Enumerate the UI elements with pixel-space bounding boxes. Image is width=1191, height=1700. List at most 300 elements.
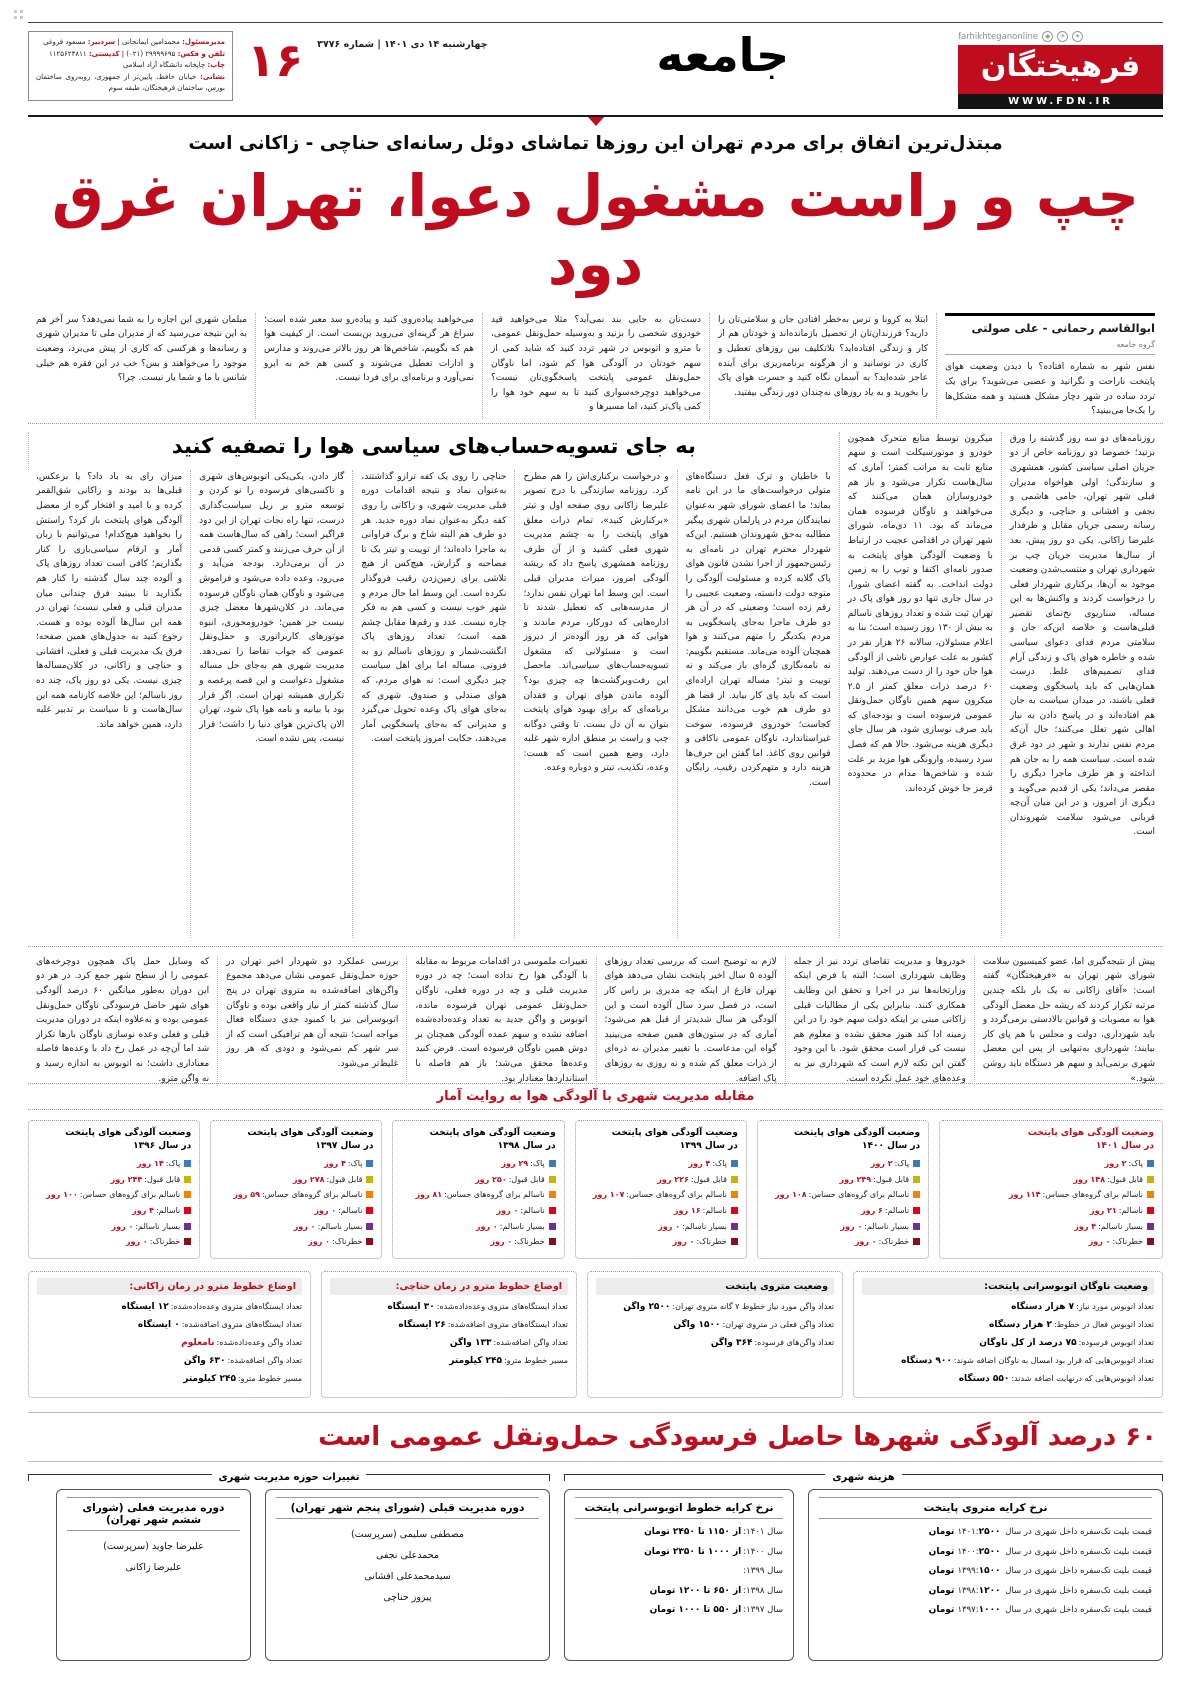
fare-row bbox=[819, 1585, 1152, 1599]
stat-value: ۴ روز bbox=[1074, 1221, 1097, 1231]
metro-status-box bbox=[587, 1271, 843, 1398]
color-square bbox=[731, 1223, 738, 1230]
fare-value: ۲۵۰۰ تومان bbox=[928, 1527, 1001, 1538]
stat-row bbox=[948, 1236, 1154, 1247]
intro-column: دست‌تان به جایی بند نمی‌آ‌ید؟ مثلا می‌خواهید قید خودروی شخصی را بزنید و به‌وسیله حمل‌ونقل عمومی، با مترو و اتوبوس در شهر تردد کنید که شاید کمی از سهم خودتان در آلودگی هوا کم شود، اما ناوگان حمل‌ونقل عمومی پایتخت پاسخگوی‌تان نیست؟ می‌خواهید دوچرخه‌سواری کنید تا به سهم خود هوا را کمی پاک‌تر کنید، اما مسیرها و bbox=[482, 313, 709, 419]
transport-value: ۷۵ درصد از کل ناوگان bbox=[979, 1338, 1077, 1349]
transport-label: تعداد واگن‌های فرسوده: bbox=[754, 1338, 835, 1348]
masthead-print-label: چاپ: bbox=[207, 61, 225, 70]
transport-row bbox=[37, 1355, 302, 1369]
transport-value: ۲۴۵ کیلومتر bbox=[449, 1356, 502, 1367]
fare-label: قیمت بلیت تک‌سفره داخل شهری در سال ۱۳۹۷: bbox=[957, 1605, 1152, 1616]
stat-value: ۱۴ روز bbox=[136, 1158, 164, 1168]
body-column: میزان رای به باد داد؟ یا برعکس، قبلی‌ها بد بودند و زاکانی شق‌القمر کرده و با امید و افتخار گره از معضل آلودگی هوای پایتخت باز کرد؟ راستش را بخواهید هیچ‌کدام! می‌توانیم با زبان آمار و ارقام سیاسی‌بازی را کنار بگذاریم؛ کافی است تعداد روزهای پاک و آلوده چند سال گذشته را کنار هم بگذارید تا ببینید فرق چندانی میان مدیران قبلی و فعلی نیست؛ تهران در همه این سال‌ها آلوده بوده و هست. رجوع کنید به جدول‌های همین صفحه؛ فرق یک مدیریت قبلی و فعلی، افشانی و حناچی و زاکانی، در کلان‌مساله‌ها چیزی نیست. یکی دو روز پاک، چند ده روز ناسالم؛ این خلاصه کارنامه همه این سال‌هاست و تا سیاست بر تدبیر غلبه دارد، همین خواهد ماند. bbox=[36, 471, 183, 730]
stat-value: ۴ روز bbox=[132, 1206, 154, 1216]
stat-label: پاک: bbox=[894, 1158, 910, 1168]
stat-value: ۰ روز bbox=[111, 1221, 134, 1231]
fare-value: ۱۵۰۰ تومان bbox=[928, 1566, 1001, 1577]
section-divider bbox=[28, 423, 1163, 424]
fare-row bbox=[819, 1546, 1152, 1560]
stat-label: ناسالم برای گروه‌های حساس: bbox=[808, 1190, 910, 1200]
stat-label: قابل قبول: bbox=[326, 1174, 363, 1184]
fare-label: سال ۱۴۰۱: bbox=[743, 1527, 783, 1538]
previous-management-box bbox=[265, 1489, 550, 1661]
body-column: خودروها و مدیریت تقاضای تردد نیز از جمله وظایف شهرداری است؛ البته با فرض اینکه وزارتخانه‌ها نیز در اجرا و تحقق این وظایف همکاری کنند. بنابراین یکی از مطالبات قبلی زاکانی مبنی بر اینکه دولت سهم خود را در این زمینه ادا کند هنوز محقق نشده و معلوم هم نیست کی قرار است محقق شود. با این وجود گفتن این نکته لازم است که شهرداری نیز به وعده‌های خود عمل نکرده است. bbox=[785, 955, 974, 1086]
stat-label: قابل قبول: bbox=[1107, 1174, 1143, 1184]
byline-authors: ابوالقاسم رحمانی - علی صولتی bbox=[971, 320, 1155, 335]
fare-value: ۱۲۰۰ تومان bbox=[928, 1585, 1001, 1596]
stat-row bbox=[401, 1189, 555, 1200]
color-square bbox=[184, 1160, 191, 1167]
bus-fleet-box bbox=[853, 1271, 1163, 1398]
stat-row bbox=[219, 1158, 373, 1169]
color-square bbox=[549, 1223, 556, 1230]
transport-row bbox=[862, 1373, 1154, 1387]
stat-value: ۵۹ روز bbox=[233, 1190, 260, 1200]
body-column: میکرون توسط منابع متحرک همچون خودرو و موتورسیکلت است و سهم منابع ثابت به مراتب کمتر؛ آماری که سال‌هاست تکرار می‌شود و باز هم خودروسازان همان می‌کنند که می‌خواهند و ناوگان فرسوده همان می‌ماند که بود. ۱۱ دی‌ماه، شورای شهر تهران در اقدامی عجیب در ارتباط با وضعیت آلودگی هوای پایتخت به صدور نامه‌ای اکتفا و توپ را به زمین دولت انداخت. به گفته اعضای شورا، در سال جاری تنها دو روز هوای پاک در تهران ثبت شده و تعداد روزهای ناسالم به بیش از ۱۳۰ روز رسیده است؛ بنا به اعلام مسئولان، سالانه ۲۶ هزار نفر در کشور به علت عوارض ناشی از آلودگی هوا جان خود را از دست می‌دهند. تولید ۶۰ درصد ذرات معلق کمتر از ۲.۵ میکرون سهم همین ناوگان حمل‌ونقل عمومی فرسوده است و بودجه‌ای که باید صرف نوسازی شود، هر سال جای دیگری هزینه می‌شود. حالا هم که فصل سرد رسیده، وارونگی هوا مزید بر علت شده و شاخص‌ها مدام در محدوده قرمز جا خوش کرده‌اند. bbox=[839, 432, 1001, 938]
manager-name: مصطفی سلیمی (سرپرست) bbox=[350, 1529, 465, 1541]
stat-label: ناسالم برای گروه‌های حساس: bbox=[444, 1190, 545, 1200]
transport-row bbox=[37, 1319, 302, 1333]
body-column: گاز دادن، یکی‌یکی اتوبوس‌های شهری و تاکسی‌های فرسوده را نو کردن و توسعه مترو بر ریل سیاست‌گذاری درست، تنها راه نجات تهران از این دود فراگیر است؛ راهی که سال‌هاست همه از آن حرف می‌زنند و کمتر کسی قدمی در آن برمی‌دارد. بودجه می‌آید و می‌رود، وعده داده می‌شود و فراموش می‌شود و ناوگان همان ناوگان فرسوده می‌ماند. در کلان‌شهرها معضل چیزی نیست جز همین؛ خودرومحوری، انبوه موتورهای کاربراتوری و حمل‌ونقل عمومی که جواب تقاضا را نمی‌دهد. مدیریت شهری هم به‌جای حل مساله مشغول دعواست و این قصه پرغصه و تکراری همیشه تهران است. اگر قرار بود با بیانیه و نامه هوا پاک شود، تهران الان پاک‌ترین هوای دنیا را داشت؛ قرار نیست، پس نشده است. bbox=[190, 470, 352, 938]
instagram-icon: ◉ bbox=[1042, 31, 1053, 42]
masthead-postal: ۱۱۲۵۶۲۳۸۱۱ bbox=[49, 49, 87, 58]
stat-label: پاک: bbox=[712, 1158, 727, 1168]
stat-row bbox=[584, 1221, 738, 1232]
intro-band bbox=[28, 313, 1163, 415]
color-square bbox=[366, 1176, 373, 1183]
fare-label: قیمت بلیت تک‌سفره داخل شهری در سال ۱۴۰۱: bbox=[957, 1527, 1152, 1538]
stat-value: ۱۰۸ روز bbox=[775, 1190, 807, 1200]
stat-row bbox=[219, 1205, 373, 1216]
transport-value: ۳۰ ایستگاه bbox=[387, 1302, 435, 1313]
fare-box-title: نرخ کرایه متروی پایتخت bbox=[819, 1497, 1152, 1519]
transport-row bbox=[596, 1301, 834, 1315]
kicker: مبتذل‌ترین اتفاق برای مردم تهران این روزها تماشای دوئل رسانه‌ای حناچی - زاکانی است bbox=[188, 133, 1003, 154]
masthead-print: چاپخانه دانشگاه آزاد اسلامی bbox=[122, 61, 206, 70]
masthead-editor-label: سردبیر: bbox=[87, 38, 116, 46]
transport-value: ۱۲ ایستگاه bbox=[121, 1302, 169, 1313]
air-quality-stats-grid bbox=[28, 1120, 1163, 1259]
stat-row bbox=[584, 1205, 738, 1216]
bus-fare-box bbox=[564, 1489, 794, 1661]
transport-label: تعداد واگن اضافه‌شده: bbox=[493, 1338, 569, 1348]
manager-name: سیدمحمدعلی افشانی bbox=[364, 1571, 451, 1583]
fare-row bbox=[819, 1526, 1152, 1540]
telegram-icon: ✈ bbox=[1057, 31, 1068, 42]
stat-title-prefix: وضعیت آلودگی هوای پایتخت bbox=[1027, 1127, 1154, 1138]
stat-value: ۰ روز bbox=[475, 1221, 498, 1231]
stat-label: ناسالم برای گروه‌های حساس: bbox=[261, 1190, 363, 1200]
stat-label: خطرناک: bbox=[514, 1237, 545, 1247]
stat-row bbox=[948, 1205, 1154, 1216]
transport-row bbox=[862, 1301, 1154, 1315]
stat-row bbox=[766, 1236, 920, 1247]
highlight-banner: ۶۰ درصد آلودگی شهرها حاصل فرسودگی حمل‌ونقل عمومی است bbox=[28, 1412, 1163, 1462]
color-square bbox=[731, 1176, 738, 1183]
stat-box-title bbox=[766, 1127, 920, 1153]
transport-row bbox=[330, 1319, 568, 1333]
stat-row bbox=[37, 1236, 191, 1247]
color-square bbox=[184, 1223, 191, 1230]
color-square bbox=[731, 1238, 738, 1245]
fare-label: قیمت بلیت تک‌سفره داخل شهری در سال ۱۳۹۸: bbox=[957, 1585, 1152, 1596]
stat-label: قابل قبول: bbox=[873, 1174, 910, 1184]
color-square bbox=[549, 1207, 556, 1214]
newspaper-logo-block bbox=[958, 31, 1163, 109]
stat-label: ناسالم برای گروه‌های حساس: bbox=[626, 1190, 727, 1200]
color-square bbox=[184, 1191, 191, 1198]
stat-row bbox=[766, 1189, 920, 1200]
date-issue-line: چهارشنبه ۱۴ دی ۱۴۰۱ | شماره ۳۷۷۶ bbox=[317, 39, 488, 50]
stat-value: ۲۷۸ روز bbox=[292, 1174, 325, 1184]
page-header bbox=[28, 22, 1163, 109]
transport-value: ۹۰۰ دستگاه bbox=[901, 1356, 952, 1367]
stat-title-prefix: وضعیت آلودگی هوای پایتخت bbox=[247, 1127, 374, 1138]
transport-label: تعداد ایستگاه‌های متروی وعده‌داده‌شده: bbox=[436, 1302, 569, 1312]
stat-label: ناسالم: bbox=[338, 1206, 363, 1216]
lower-band bbox=[28, 955, 1163, 1084]
transport-value: ۱۳۳ واگن bbox=[449, 1338, 492, 1349]
body-column: با خاطیان و ترک فعل دستگاه‌های متولی درخواست‌های ما در این نامه بماند؛ ما اعضای شورای شهر به‌عنوان نمایندگان مردم در پارلمان شهری پیگیر مطالبه به‌حق شهروندان هستیم. این‌که شهردار محترم تهران در نامه‌ای به رئیس‌جمهور از اجرا نشدن قانون هوای پاک گلایه کرده و مسئولیت آلودگی را متوجه دولت دانسته، وضعیت عجیبی را رقم زده است؛ وضعیتی که در آن هر دو طرف ماجرا به‌جای پاسخگویی به مردم یکدیگر را متهم می‌کنند و هوا همچنان آلوده می‌ماند. مستقیم بگوییم: نه نامه‌نگاری گره‌ای باز می‌کند و نه توییت و تیتر؛ مساله تهران اراده‌ای است که باید پای کار بیاید. از قضا هر دو طرف هم خوب می‌دانند مشکل کجاست؛ خودروی فرسوده، سوخت غیراستاندارد، ناوگان عمومی ناکافی و قوانین روی کاغذ. اما گفتن این حرف‌ها هزینه دارد و متهم‌کردن رقیب، رایگان است. bbox=[677, 470, 839, 938]
pollution-year-box bbox=[575, 1120, 747, 1259]
color-square bbox=[1147, 1191, 1154, 1198]
color-square bbox=[549, 1238, 556, 1245]
metro-fare-box bbox=[808, 1489, 1163, 1661]
fare-value: ۲۵۰۰ تومان bbox=[928, 1546, 1001, 1557]
manager-name: محمدعلی نجفی bbox=[376, 1550, 439, 1562]
section-title: جامعه bbox=[656, 28, 790, 82]
stat-label: ناسالم برای گروه‌های حساس: bbox=[79, 1190, 181, 1200]
stat-title-year: در سال ۱۴۰۰ bbox=[862, 1140, 921, 1151]
stat-row bbox=[37, 1189, 191, 1200]
stat-row bbox=[948, 1158, 1154, 1169]
transport-box-title: اوضاع خطوط مترو در زمان زاکانی: bbox=[37, 1278, 302, 1295]
transport-label: تعداد اتوبوس‌هایی که درنهایت اضافه شدند: bbox=[1011, 1374, 1154, 1384]
stat-value: ۲۱ روز bbox=[1090, 1206, 1117, 1216]
fare-value: ۱۰۰۰ تومان bbox=[928, 1605, 1001, 1616]
fare-row bbox=[819, 1604, 1152, 1618]
stat-row bbox=[37, 1221, 191, 1232]
stat-box-title bbox=[37, 1127, 191, 1153]
stat-value: ۰ روز bbox=[308, 1237, 330, 1247]
pollution-year-box bbox=[28, 1120, 200, 1259]
transport-row bbox=[596, 1337, 834, 1351]
section-pointer-icon bbox=[588, 117, 604, 126]
social-handle: farhikhteganonline bbox=[958, 31, 1039, 42]
stat-label: خطرناک: bbox=[878, 1237, 910, 1247]
stat-value: ۸۱ روز bbox=[415, 1190, 443, 1200]
stat-box-title bbox=[584, 1127, 738, 1153]
stat-value: ۱۶ روز bbox=[673, 1206, 701, 1216]
byline bbox=[945, 313, 1155, 356]
middle-band bbox=[28, 432, 1163, 938]
color-square bbox=[366, 1160, 373, 1167]
transport-label: تعداد اتوبوس‌هایی که قرار بود امسال به ناوگان اضافه شوند: bbox=[953, 1356, 1154, 1366]
stat-title-year: در سال ۱۳۹۸ bbox=[497, 1140, 556, 1151]
group-label-text: هزینه شهری bbox=[832, 1472, 895, 1484]
transport-row bbox=[330, 1337, 568, 1351]
stat-row bbox=[948, 1221, 1154, 1232]
masthead-director: محمدامین ایمانجانی bbox=[122, 38, 180, 46]
stat-row bbox=[37, 1174, 191, 1185]
transport-label: تعداد ایستگاه‌های متروی اضافه‌شده: bbox=[447, 1320, 569, 1330]
transport-label: تعداد واگن فعلی در متروی تهران: bbox=[722, 1320, 835, 1330]
stat-value: ۰ روز bbox=[854, 1237, 877, 1247]
transport-value: ۲۵۰۰ واگن bbox=[623, 1302, 671, 1313]
stat-title-prefix: وضعیت آلودگی هوای پایتخت bbox=[611, 1127, 738, 1138]
body-column: لازم به توضیح است که بررسی تعداد روزهای آلوده ۵ سال اخیر پایتخت نشان می‌دهد هوای تهران فارغ از اینکه چه مدیری بر راس کار است، در فصل سرد سال آلوده است و این آلودگی هر سال شدیدتر از قبل هم می‌شود؛ آماری که در ستون‌های همین صفحه می‌بینید گواه این مدعاست. با تغییر مدیران نه ذره‌ای از ذرات معلق کم شده و نه روزی به روزهای پاک اضافه. bbox=[596, 955, 785, 1086]
stat-title-year: در سال ۱۴۰۱ bbox=[1095, 1140, 1154, 1151]
fare-row bbox=[575, 1526, 783, 1540]
stat-value: ۱۴۸ روز bbox=[1073, 1174, 1106, 1184]
stat-label: بسیار ناسالم: bbox=[135, 1221, 181, 1231]
color-square bbox=[366, 1207, 373, 1214]
pollution-year-box bbox=[392, 1120, 564, 1259]
stat-box-title bbox=[948, 1127, 1154, 1153]
fare-row bbox=[575, 1565, 783, 1579]
masthead-address: خیابان حافظ، پایین‌تر از جمهوری، روبه‌روی ساختمان بورس، ساختمان فرهیختگان، طبقه سوم bbox=[36, 72, 225, 93]
fare-label: سال ۱۳۹۸: bbox=[743, 1585, 783, 1596]
transport-row bbox=[330, 1301, 568, 1315]
masthead-postal-label: کدپستی: bbox=[88, 49, 120, 58]
transport-row bbox=[37, 1301, 302, 1315]
color-square bbox=[731, 1207, 738, 1214]
stat-label: قابل قبول: bbox=[508, 1174, 545, 1184]
stat-value: ۲۴۹ روز bbox=[839, 1174, 872, 1184]
transport-value: ۵۵۰ دستگاه bbox=[958, 1374, 1010, 1385]
stat-row bbox=[584, 1189, 738, 1200]
stat-value: ۲۲۶ روز bbox=[657, 1174, 689, 1184]
bottom-group-labels bbox=[28, 1472, 1163, 1483]
transport-label: تعداد ایستگاه‌های متروی وعده‌داده‌شده: bbox=[170, 1302, 302, 1312]
group-label-text: تغییرات حوزه مدیریت شهری bbox=[218, 1472, 360, 1484]
stat-label: قابل قبول: bbox=[144, 1174, 181, 1184]
color-square bbox=[1147, 1176, 1154, 1183]
stats-section-header: مقابله مدیریت شهری با آلودگی هوا به روایت آمار bbox=[28, 1083, 1163, 1110]
stat-row bbox=[219, 1174, 373, 1185]
transport-value: ۲ هزار دستگاه bbox=[989, 1320, 1052, 1331]
stat-box-title bbox=[401, 1127, 555, 1153]
stat-label: خطرناک: bbox=[1112, 1237, 1143, 1247]
color-square bbox=[913, 1207, 920, 1214]
current-management-box bbox=[56, 1489, 251, 1661]
stat-label: پاک: bbox=[1128, 1158, 1143, 1168]
transport-value: ۲۶ ایستگاه bbox=[398, 1320, 446, 1331]
masthead-phone: ۲۹۹۹۹۶۹۵ (۰۲۱) bbox=[126, 49, 176, 58]
body-column: تغییرات ملموسی در اقدامات مربوط به مقابله با آلودگی هوا رخ نداده است؛ چه در دوره مدیریت قبلی و چه در دوره فعلی، ناوگان حمل‌ونقل عمومی تهران فرسوده مانده، اتوبوس و واگن جدید به تعداد وعده‌داده‌شده اضافه نشده و سهم عمده آلودگی همچنان بر دوش همین ناوگان فرسوده است. فرض کنید وعده‌ها محقق می‌شد؛ باز هم فاصله با استانداردها معنادار بود. bbox=[406, 955, 595, 1086]
fare-label: سال ۱۳۹۷: bbox=[743, 1605, 783, 1616]
masthead-editor: مسعود فروغی bbox=[43, 38, 86, 46]
transport-label: تعداد اتوبوس فرسوده: bbox=[1078, 1338, 1154, 1348]
stat-label: خطرناک: bbox=[332, 1237, 363, 1247]
fare-label: سال ۱۴۰۰: bbox=[743, 1546, 783, 1557]
fare-label: قیمت بلیت تک‌سفره داخل شهری در سال ۱۳۹۹: bbox=[957, 1566, 1152, 1577]
stat-label: ناسالم برای گروه‌های حساس: bbox=[1042, 1190, 1143, 1200]
stat-row bbox=[584, 1158, 738, 1169]
color-square bbox=[1147, 1160, 1154, 1167]
stat-label: بسیار ناسالم: bbox=[317, 1221, 363, 1231]
stat-row bbox=[584, 1236, 738, 1247]
transport-box-title: وضعیت متروی پایتخت bbox=[596, 1278, 834, 1295]
stat-label: بسیار ناسالم: bbox=[1098, 1221, 1143, 1231]
pollution-year-box bbox=[757, 1120, 929, 1259]
transport-row bbox=[330, 1355, 568, 1369]
transport-row bbox=[862, 1355, 1154, 1369]
body-column: حناچی را روی یک کفه ترازو گذاشتند، به‌عنوان نماد و نتیجه اقدامات دوره قبلی مدیریت شهری، و زاکانی را روی کفه دیگر به‌عنوان نماد دوره جدید. هر دو طرف هم البته شاخ و برگ فراوانی به ماجرا داده‌اند؛ از توییت و تیتر یک تا مصاحبه و گزارش، هیچ‌کس از هیچ تلاشی برای زمین‌زدن رقیب فروگذار نکرده است. این وسط اما حال مردم و شهر خوب نیست و کسی هم به فکر چاره نیست. عدد و رقم‌ها مقابل چشم همه است؛ تعداد روزهای پاک انگشت‌شمار و روزهای ناسالم رو به فزونی. مساله اما برای اهل سیاست چیز دیگری است: نه هوای مردم، که هوای صندلی و صندوق. شهری که به‌جای هوای پاک وعده تحویل می‌گیرد و مدیرانی که به‌جای پاسخگویی آمار می‌دهند، حکایت امروز پایتخت است. bbox=[352, 470, 514, 938]
stat-value: ۲۴۴ روز bbox=[110, 1174, 143, 1184]
transport-label: تعداد ایستگاه‌های متروی اضافه‌شده: bbox=[181, 1320, 302, 1330]
color-square bbox=[913, 1176, 920, 1183]
stat-row bbox=[584, 1174, 738, 1185]
stat-value: ۰ روز bbox=[672, 1237, 695, 1247]
intro-column: می‌خواهید پیاده‌روی کنید و پیاده‌رو سد معبر شده است؛ سراغ هر گزینه‌ای می‌روید بن‌بست است. از کیفیت هوا هم که بگوییم، شاخص‌ها هر روز بالاتر می‌روند و مدارس و ادارات تعطیل می‌شوند و کسی هم خم به ابرو نمی‌آورد و برنامه‌ای برای فردا نیست. bbox=[255, 313, 482, 419]
body-column: بررسی عملکرد دو شهردار اخیر تهران در حوزه حمل‌ونقل عمومی نشان می‌دهد مجموع واگن‌های اضافه‌شده به متروی تهران در پنج سال گذشته کمتر از نیاز واقعی بوده و ناوگان اتوبوسرانی نیز با کمبود جدی دستگاه فعال مواجه است؛ نتیجه آن هم ترافیکی است که از سر شهر کم نمی‌شود و دودی که هر روز غلیظ‌تر می‌شود. bbox=[217, 955, 406, 1086]
management-group-label bbox=[28, 1472, 550, 1483]
transport-row bbox=[862, 1319, 1154, 1333]
stat-label: پاک: bbox=[530, 1158, 545, 1168]
intro-column: ابتلا به کرونا و ترس به‌خطر افتادن جان و سلامتی‌تان را دارید؟ فرزندان‌تان از تحصیل بازمانده‌اند و خودتان هم از کار و زندگی افتاده‌اید؟ بلاتکلیف بین روزهای تعطیل و کاری در نوسانید و از هرگونه برنامه‌ریزی برای آینده عاجز شده‌اید؟ به آسمان نگاه کنید و حسرت هوای پاک را بخورید و به یاد روزهای نه‌چندان دور زندگی بیفتید. bbox=[709, 313, 936, 419]
transport-label: مسیر خطوط مترو: bbox=[237, 1374, 302, 1384]
color-square bbox=[1147, 1223, 1154, 1230]
stat-title-year: در سال ۱۳۹۶ bbox=[133, 1140, 192, 1151]
fare-box-title: نرخ کرایه خطوط اتوبوسرانی پایتخت bbox=[575, 1497, 783, 1519]
transport-label: تعداد واگن وعده‌داده‌شده: bbox=[216, 1338, 302, 1348]
stat-label: پاک: bbox=[347, 1158, 363, 1168]
transport-value: ۳۶۴ واگن bbox=[710, 1338, 753, 1349]
color-square bbox=[1147, 1207, 1154, 1214]
fare-value: از ۶۵۰ تا ۱۲۰۰ تومان bbox=[649, 1585, 742, 1596]
manager-name: علیرضا زاکانی bbox=[125, 1562, 182, 1574]
stat-row bbox=[948, 1189, 1154, 1200]
stat-label: ناسالم: bbox=[520, 1206, 545, 1216]
transport-stats-grid bbox=[28, 1271, 1163, 1398]
stat-label: ناسالم: bbox=[1118, 1206, 1143, 1216]
masthead-info-box: مدیرمسئول: محمدامین ایمانجانی | سردبیر: مسعود فروغی تلفن و فکس: ۲۹۹۹۹۶۹۵ (۰۲۱) | کدپستی: ۱۱۲۵۶۲۳۸۱۱ چاپ: چاپخانه دانشگاه آزاد اسلامی نشانی: خیابان حافظ، پایین‌تر از جمهوری، روبه‌روی ساختمان بورس، ساختمان فرهیختگان، طبقه سوم bbox=[28, 31, 233, 101]
transport-value: ۷ هزار دستگاه bbox=[1011, 1302, 1075, 1313]
stat-value: ۰ روز bbox=[840, 1221, 863, 1231]
transport-label: تعداد اتوبوس مورد نیاز: bbox=[1076, 1302, 1154, 1312]
social-row bbox=[958, 31, 1163, 42]
color-square bbox=[549, 1160, 556, 1167]
fare-label: سال ۱۳۹۹: bbox=[743, 1566, 783, 1577]
stat-label: قابل قبول: bbox=[690, 1174, 727, 1184]
management-box-title: دوره مدیریت فعلی (شورای ششم شهر تهران) bbox=[67, 1497, 240, 1531]
metro-zakani-box bbox=[28, 1271, 311, 1398]
stat-label: خطرناک: bbox=[696, 1237, 727, 1247]
transport-box-title: وضعیت ناوگان اتوبوسرانی پایتخت: bbox=[862, 1278, 1154, 1295]
stat-label: بسیار ناسالم: bbox=[682, 1221, 727, 1231]
stat-value: ۰ روز bbox=[314, 1206, 337, 1216]
stat-row bbox=[401, 1205, 555, 1216]
transport-row bbox=[862, 1337, 1154, 1351]
stat-title-prefix: وضعیت آلودگی هوای پایتخت bbox=[794, 1127, 921, 1138]
lead-column bbox=[936, 313, 1163, 419]
transport-label: تعداد واگن مورد نیاز خطوط ۷ گانه متروی تهران: bbox=[672, 1302, 835, 1312]
color-square bbox=[366, 1238, 373, 1245]
stat-value: ۲ روز bbox=[1104, 1158, 1127, 1168]
transport-row bbox=[37, 1337, 302, 1351]
color-square bbox=[366, 1223, 373, 1230]
transport-value: ۲۴۵ کیلومتر bbox=[183, 1374, 236, 1385]
page-number: ۱۶ bbox=[247, 33, 304, 87]
stat-box-title bbox=[219, 1127, 373, 1153]
body-column: روزنامه‌های دو سه روز گذشته را ورق بزنید؛ خصوصا دو روزنامه خاص از دو جریان اصلی سیاسی کشور، همشهری و سازندگی؛ اولی هواخواه مدیران قبلی شهر تهران، حامی هاشمی و نجفی و افشانی و حناچی، و دیگری رسانه رسمی جریان مقابل و طرفدار علیرضا زاکانی. یکی دو روز پیش، بعد از سال‌ها مدیریت جریان چپ بر شهرداری تهران و منتسب‌شدن وضعیت موجود به آن‌ها، برکناری شهردار فعلی را درخواست کردند و واکنش‌ها به این مساله، سناریوی نخ‌نمای تقصیر قبلی‌هاست و خلاصه این‌که جان و سلامتی مردم فدای دعوای سیاسی شده و خاطره هوای پاک و زندگی آرام فدای تصمیم‌های غلط. درست همان‌هایی که باید پاسخگوی وضعیت فعلی باشند، در میدان سیاست به جان هم افتاده‌اند و در پاسخ دادن به نیاز اهالی شهر تعلل می‌کنند؛ حال آن‌که مردم نفس ندارند و شهر در دود غرق شده است. سیاست همه را به جان هم انداخته و هر طرف ماجرا دیگری را مقصر می‌داند؛ یکی از قدیم می‌گوید و دیگری از امروز، و در این میان آن‌چه قربانی می‌شود سلامت شهروندان است. bbox=[1001, 432, 1163, 938]
fare-row bbox=[819, 1565, 1152, 1579]
stat-value: ۰ روز bbox=[1088, 1237, 1111, 1247]
color-square bbox=[731, 1191, 738, 1198]
fare-row bbox=[575, 1585, 783, 1599]
transport-value: ۶۳۰ واگن bbox=[183, 1356, 226, 1367]
masthead-address-label: نشانی: bbox=[200, 72, 225, 81]
lead-text: نفس شهر به شماره افتاده؟ با دیدن وضعیت هوای پایتخت ناراحت و نگرانید و عصبی می‌شوید؟ برای یک تردد ساده در شهر دچار مشکل هستید و همه مشکل‌ها را یک‌جا می‌بینید؟ bbox=[945, 362, 1155, 417]
city-cost-group-label bbox=[564, 1472, 1163, 1483]
color-square bbox=[913, 1238, 920, 1245]
metro-hanachi-box bbox=[321, 1271, 577, 1398]
stat-value: ۱۰۰ روز bbox=[46, 1190, 78, 1200]
stat-value: ۰ روز bbox=[658, 1221, 680, 1231]
sub-headline: به جای تسویه‌حساب‌های سیاسی هوا را تصفیه کنید bbox=[28, 432, 839, 470]
stat-row bbox=[948, 1174, 1154, 1185]
stat-title-year: در سال ۱۳۹۷ bbox=[315, 1140, 374, 1151]
newspaper-url: WWW.FDN.IR bbox=[958, 94, 1163, 109]
newspaper-brand: فرهیختگان bbox=[958, 45, 1163, 94]
stat-value: ۰ روز bbox=[125, 1237, 148, 1247]
stat-label: ناسالم: bbox=[702, 1206, 727, 1216]
fare-row bbox=[575, 1604, 783, 1618]
pollution-year-box bbox=[210, 1120, 382, 1259]
twitter-icon: ✦ bbox=[1072, 31, 1083, 42]
stat-value: ۲۹ روز bbox=[501, 1158, 529, 1168]
stat-title-prefix: وضعیت آلودگی هوای پایتخت bbox=[429, 1127, 556, 1138]
stat-row bbox=[219, 1221, 373, 1232]
stat-value: ۰ روز bbox=[496, 1206, 519, 1216]
pollution-year-box bbox=[939, 1120, 1163, 1259]
body-column: که وسایل حمل پاک همچون دوچرخه‌های عمومی را از سطح شهر جمع کرد. در هر دو این دوران به‌طور میانگین ۶۰ درصد آلودگی هوای شهر حاصل فرسودگی ناوگان حمل‌ونقل عمومی بوده و به‌علاوه اینکه در دوران مدیریت قبلی و فعلی وعده نوسازی ناوگان بارها تکرار شد اما آن‌چه در عمل رخ داد با وعده‌ها فاصله معناداری داشت؛ نه اتوبوس به اندازه رسید و نه واگن مترو. bbox=[36, 956, 210, 1084]
transport-label: تعداد اتوبوس فعال در خطوط: bbox=[1053, 1320, 1154, 1330]
stat-value: ۶ روز bbox=[861, 1206, 883, 1216]
color-square bbox=[731, 1160, 738, 1167]
manager-name: علیرضا جاوید (سرپرست) bbox=[103, 1541, 204, 1553]
transport-row bbox=[596, 1319, 834, 1333]
color-square bbox=[913, 1160, 920, 1167]
stat-value: ۴ روز bbox=[324, 1158, 346, 1168]
stat-title-year: در سال ۱۳۹۹ bbox=[679, 1140, 738, 1151]
stat-row bbox=[219, 1189, 373, 1200]
stat-value: ۲ روز bbox=[870, 1158, 893, 1168]
stat-row bbox=[401, 1236, 555, 1247]
color-square bbox=[184, 1176, 191, 1183]
transport-value: ۱۵۰۰ واگن bbox=[673, 1320, 721, 1331]
stat-value: ۱۱۴ روز bbox=[1008, 1190, 1041, 1200]
stat-label: پاک: bbox=[165, 1158, 181, 1168]
color-square bbox=[184, 1238, 191, 1245]
color-square bbox=[913, 1223, 920, 1230]
main-headline: چپ و راست مشغول دعوا، تهران غرق دود bbox=[51, 162, 1140, 299]
color-square bbox=[549, 1191, 556, 1198]
transport-row bbox=[37, 1373, 302, 1387]
fare-value: از ۱۱۵۰ تا ۲۴۵۰ تومان bbox=[644, 1527, 742, 1538]
stat-row bbox=[37, 1205, 191, 1216]
color-square bbox=[184, 1207, 191, 1214]
bottom-boxes bbox=[28, 1489, 1163, 1661]
fare-value: از ۱۰۰۰ تا ۲۳۵۰ تومان bbox=[644, 1546, 742, 1557]
color-square bbox=[549, 1176, 556, 1183]
management-box-title: دوره مدیریت قبلی (شورای پنجم شهر تهران) bbox=[276, 1497, 539, 1519]
header-divider bbox=[28, 115, 1163, 117]
byline-group: گروه جامعه bbox=[945, 338, 1155, 356]
stat-title-prefix: وضعیت آلودگی هوای پایتخت bbox=[65, 1127, 192, 1138]
